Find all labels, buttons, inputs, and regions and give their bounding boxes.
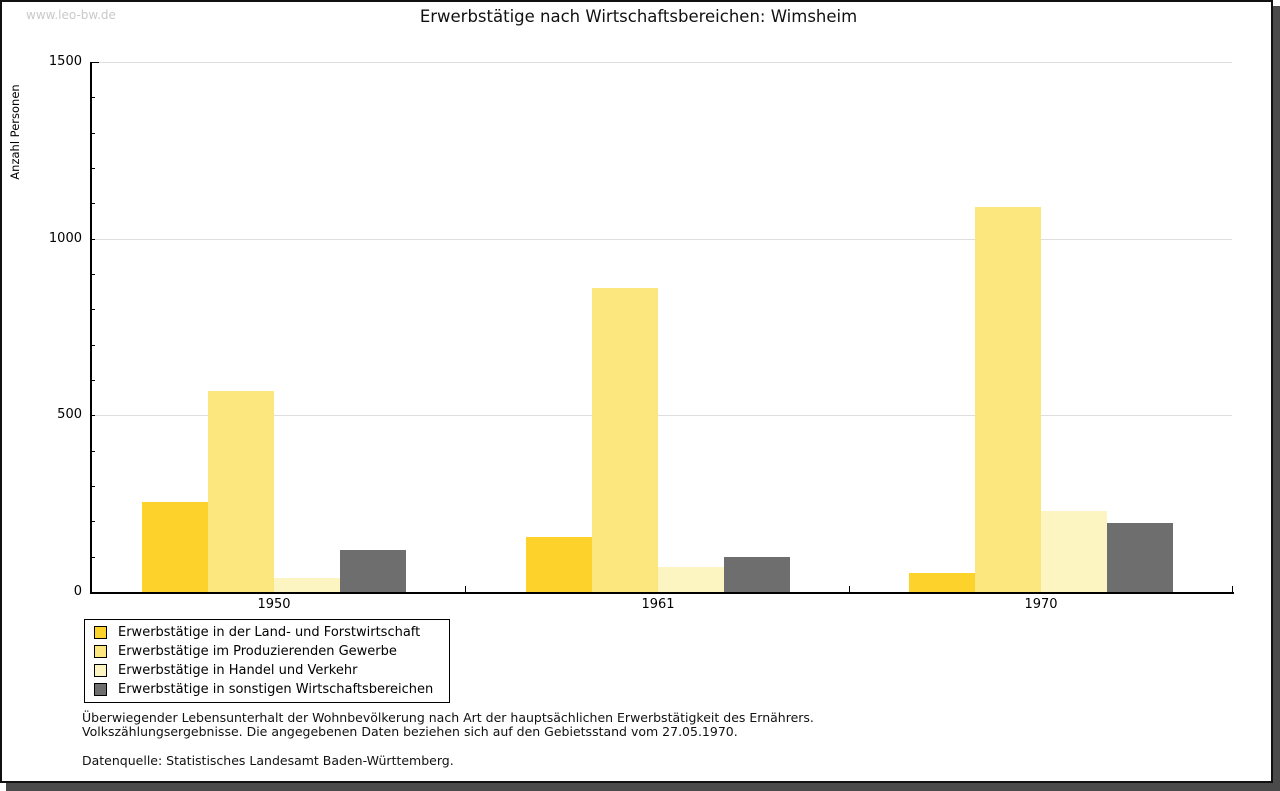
y-tick-label-0: 0 <box>73 584 82 599</box>
y-tick-label-500: 500 <box>57 407 82 423</box>
x-axis-tick-3 <box>1232 586 1233 592</box>
x-axis-tick-0 <box>90 586 91 592</box>
bar-1950-series3 <box>340 550 406 592</box>
legend <box>84 619 450 703</box>
bar-1970-series1 <box>975 207 1041 592</box>
watermark: www.leo-bw.de <box>26 8 116 22</box>
legend-item-3 <box>85 680 449 699</box>
y-tick-label-1000: 1000 <box>48 230 82 246</box>
chart-title: Erwerbstätige nach Wirtschaftsbereichen: Wimsheim <box>419 7 858 26</box>
bar-1950-series1 <box>208 391 274 592</box>
x-tick-label-1961: 1961 <box>641 597 675 612</box>
frame-shadow-bottom <box>6 783 1280 791</box>
legend-item-2 <box>85 661 449 680</box>
legend-item-1 <box>85 642 449 661</box>
x-tick-label-1950: 1950 <box>257 597 291 612</box>
y-tick-label-1500: 1500 <box>48 54 82 69</box>
data-source: Datenquelle: Statistisches Landesamt Baden-Württemberg. <box>82 753 454 768</box>
bar-1950-series2 <box>274 578 340 592</box>
x-axis-tick-1 <box>465 586 466 592</box>
bar-1970-series2 <box>1041 511 1107 592</box>
gridline-1500 <box>90 62 1232 63</box>
legend-label-2: Erwerbstätige in Handel und Verkehr <box>118 663 358 678</box>
footnote-line: Überwiegender Lebensunterhalt der Wohnbevölkerung nach Art der hauptsächlichen Erwerbstätigkeit des Ernährers. <box>82 710 814 725</box>
footnotes <box>82 711 814 738</box>
bar-1961-series3 <box>724 557 790 592</box>
legend-label-3: Erwerbstätige in sonstigen Wirtschaftsbereichen <box>118 682 434 697</box>
footnote-line: Volkszählungsergebnisse. Die angegebenen Daten beziehen sich auf den Gebietsstand vom 27.05.1970. <box>82 723 738 739</box>
legend-item-0 <box>85 623 449 642</box>
y-axis-line <box>90 62 92 594</box>
bar-1961-series1 <box>592 288 658 592</box>
legend-swatch-1 <box>94 645 107 658</box>
x-tick-label-1970: 1970 <box>1024 597 1058 612</box>
legend-swatch-0 <box>94 626 107 639</box>
legend-label-0: Erwerbstätige in der Land- und Forstwirtschaft <box>118 625 421 640</box>
frame-shadow-right <box>1273 6 1280 791</box>
bar-1961-series2 <box>658 567 724 592</box>
bar-1961-series0 <box>526 537 592 592</box>
y-axis-label: Anzahl Personen <box>8 84 22 180</box>
y-axis-top-tick <box>90 62 99 63</box>
legend-swatch-3 <box>94 683 107 696</box>
legend-swatch-2 <box>94 664 107 677</box>
bar-1970-series3 <box>1107 523 1173 592</box>
legend-label-1: Erwerbstätige im Produzierenden Gewerbe <box>118 644 397 659</box>
x-axis-tick-2 <box>849 586 850 592</box>
bar-1950-series0 <box>142 502 208 592</box>
x-axis-line <box>90 592 1234 594</box>
bar-1970-series0 <box>909 573 975 592</box>
gridline-1000 <box>90 239 1232 240</box>
plot-area <box>90 62 1232 592</box>
